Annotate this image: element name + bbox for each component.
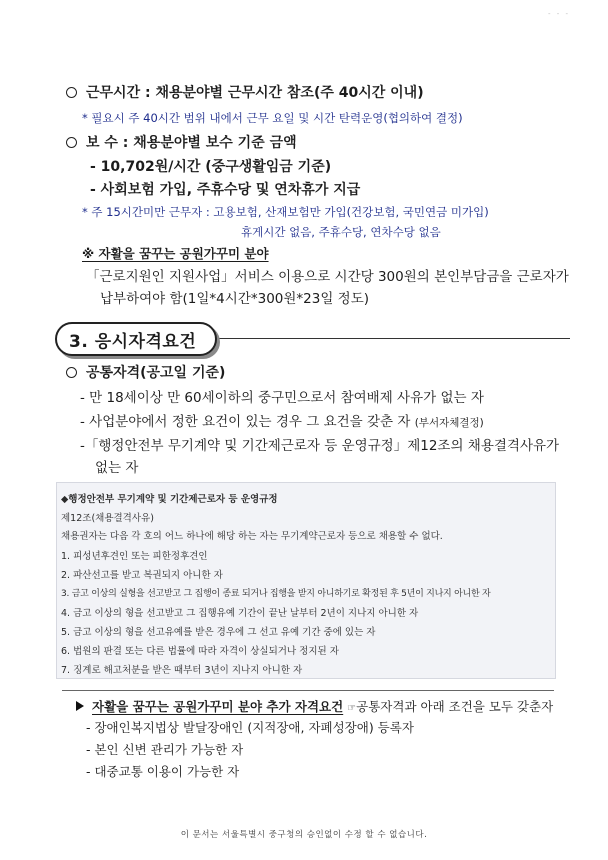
regulation-item: 6. 법원의 판결 또는 다른 법률에 따라 자격이 상실되거나 정지된 자: [61, 646, 339, 657]
additional-item-3: - 대중교통 이용이 가능한 자: [86, 764, 240, 779]
regulation-item: 4. 금고 이상의 형을 선고받고 그 집행유예 기간이 끝난 날부터 2년이 지나지 아니한 자: [61, 608, 419, 619]
page-corner-mark: - - -: [547, 10, 570, 18]
regulation-item: 3. 금고 이상의 실형을 선고받고 그 집행이 종료 되거나 집행을 받지 아니하기로 확정된 후 5년이 지나지 아니한 자: [61, 589, 491, 599]
regulation-intro: 채용권자는 다음 각 호의 어느 하나에 해당 하는 자는 무기계약근로자 등으로 채용할 수 없다.: [61, 531, 443, 542]
dream-section-title: ※ 자활을 꿈꾸는 공원가꾸미 분야: [82, 246, 269, 261]
section-3-title: 3. 응시자격요건: [55, 322, 217, 356]
work-hours-note: * 필요시 주 40시간 범위 내에서 근무 요일 및 시간 탄력운영(협의하여 결정): [82, 111, 463, 125]
triangle-bullet-icon: [76, 701, 84, 711]
divider-line: [62, 690, 554, 691]
regulation-item: 5. 금고 이상의 형을 선고유예를 받은 경우에 그 선고 유예 기간 중에 있는 자: [61, 627, 376, 638]
additional-qualification-tail: 공통자격과 아래 조건을 모두 갖춘자: [356, 699, 554, 714]
qualification-item-2: - 사업분야에서 정한 요건이 있는 경우 그 요건을 갖춘 자 (부서자체결정): [80, 414, 484, 430]
additional-item-1: - 장애인복지법상 발달장애인 (지적장애, 자폐성장애) 등록자: [86, 720, 414, 735]
qualification-item-1: - 만 18세이상 만 60세이하의 중구민으로서 참여배제 사유가 없는 자: [80, 390, 484, 406]
qualification-item-3: -「행정안전부 무기계약 및 기간제근로자 등 운영규정」제12조의 채용결격사유가: [80, 438, 560, 454]
work-hours-item: [66, 82, 424, 102]
circle-bullet-icon: [66, 137, 77, 148]
regulation-item: 1. 피성년후견인 또는 피한정후견인: [61, 551, 208, 562]
common-qualification-item: [66, 362, 225, 382]
circle-bullet-icon: [66, 87, 77, 98]
pay-detail-2: - 사회보험 가입, 주휴수당 및 연차휴가 지급: [90, 182, 361, 198]
regulation-heading: ◆행정안전부 무기계약 및 기간제근로자 등 운영규정: [61, 494, 278, 505]
pay-note-line2: 휴게시간 없음, 주휴수당, 연차수당 없음: [241, 225, 441, 239]
pay-note-line1: * 주 15시간미만 근무자 : 고용보험, 산재보험만 가입(건강보험, 국민연금 미가입): [82, 205, 489, 219]
regulation-item: 2. 파산선고를 받고 복권되지 아니한 자: [61, 570, 223, 581]
regulation-article: 제12조(채용결격사유): [61, 513, 154, 524]
pointing-hand-icon: ☞: [347, 703, 357, 714]
regulation-item: 7. 징계로 해고처분을 받은 때부터 3년이 지나지 아니한 자: [61, 665, 303, 676]
qualification-item-2-suffix: (부서자체결정): [414, 417, 484, 429]
work-hours-label: 근무시간 : 채용분야별 근무시간 참조(주 40시간 이내): [86, 85, 424, 101]
dream-text-line2: 납부하여야 함(1일*4시간*300원*23일 정도): [100, 291, 370, 307]
qualification-item-3-cont: 없는 자: [95, 460, 139, 476]
dream-text-line1: 「근로지원인 지원사업」서비스 이용으로 시간당 300원의 본인부담금을 근로자가: [86, 269, 569, 285]
additional-item-2: - 본인 신변 관리가 가능한 자: [86, 742, 244, 757]
regulation-box: [56, 482, 556, 679]
common-qualification-label: 공통자격(공고일 기준): [86, 365, 226, 381]
circle-bullet-icon: [66, 367, 77, 378]
pay-detail-1: - 10,702원/시간 (중구생활임금 기준): [90, 159, 332, 175]
additional-qualification-title: 자활을 꿈꾸는 공원가꾸미 분야 추가 자격요건 ☞공통자격과 아래 조건을 모두 갖춘자: [76, 697, 553, 715]
pay-label: 보 수 : 채용분야별 보수 기준 금액: [86, 135, 297, 151]
footer-notice: 이 문서는 서울특별시 중구청의 승인없이 수정 할 수 없습니다.: [180, 830, 428, 840]
pay-item: [66, 132, 297, 152]
